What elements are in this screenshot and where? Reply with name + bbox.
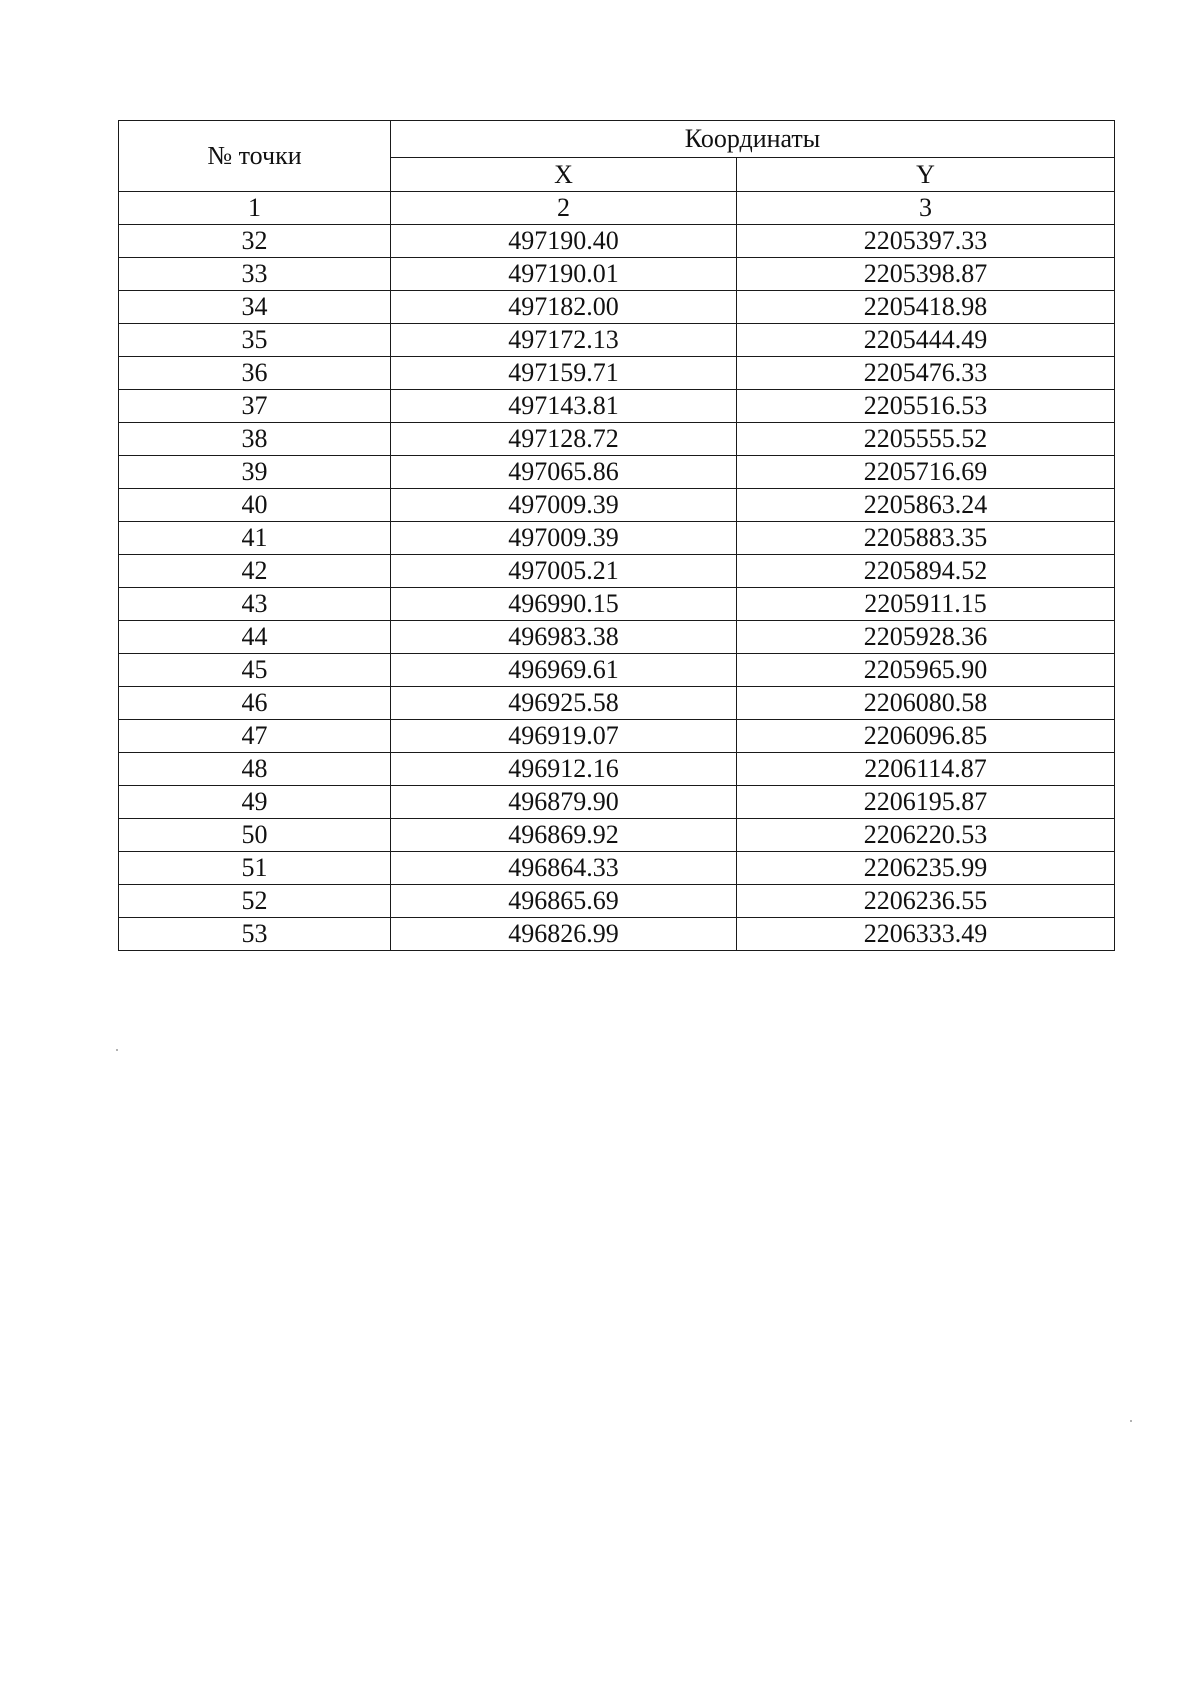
table-row [119,489,1115,522]
y-coordinate-cell: 2205911.15 [737,588,1115,621]
point-number-cell: 36 [119,357,391,390]
y-coordinate-cell: 2205516.53 [737,390,1115,423]
y-coordinate-cell: 2205397.33 [737,225,1115,258]
table-row [119,720,1115,753]
y-coordinate-cell: 2205398.87 [737,258,1115,291]
table-row [119,819,1115,852]
y-coordinate-cell: 2205965.90 [737,654,1115,687]
y-coordinate-cell: 2205716.69 [737,456,1115,489]
y-coordinate-cell: 2206096.85 [737,720,1115,753]
y-header: Y [737,158,1115,192]
point-number-cell: 32 [119,225,391,258]
table-row [119,753,1115,786]
y-coordinate-cell: 2206195.87 [737,786,1115,819]
x-coordinate-cell: 497005.21 [391,555,737,588]
point-number-cell: 51 [119,852,391,885]
y-coordinate-cell: 2205444.49 [737,324,1115,357]
y-coordinate-cell: 2206333.49 [737,918,1115,951]
point-number-cell: 35 [119,324,391,357]
table-row [119,324,1115,357]
y-coordinate-cell: 2205418.98 [737,291,1115,324]
table-row [119,588,1115,621]
point-number-cell: 52 [119,885,391,918]
table-header [119,121,1115,225]
x-coordinate-cell: 497143.81 [391,390,737,423]
y-coordinate-cell: 2206220.53 [737,819,1115,852]
scan-speck [1130,1420,1132,1422]
table-row [119,687,1115,720]
y-coordinate-cell: 2205883.35 [737,522,1115,555]
point-number-cell: 42 [119,555,391,588]
x-coordinate-cell: 497128.72 [391,423,737,456]
table-row [119,291,1115,324]
table-row [119,258,1115,291]
y-coordinate-cell: 2205863.24 [737,489,1115,522]
point-number-header: № точки [119,121,391,192]
point-number-cell: 53 [119,918,391,951]
point-number-cell: 48 [119,753,391,786]
x-coordinate-cell: 497190.01 [391,258,737,291]
coordinates-table [118,120,1115,951]
point-number-cell: 44 [119,621,391,654]
point-number-cell: 38 [119,423,391,456]
table-row [119,918,1115,951]
x-coordinate-cell: 497009.39 [391,489,737,522]
scan-speck [116,1049,118,1051]
x-coordinate-cell: 497159.71 [391,357,737,390]
table-row [119,654,1115,687]
x-coordinate-cell: 497172.13 [391,324,737,357]
table-row [119,225,1115,258]
point-number-cell: 34 [119,291,391,324]
point-number-cell: 43 [119,588,391,621]
table-body [119,225,1115,951]
table-row [119,885,1115,918]
table-row [119,786,1115,819]
point-number-cell: 47 [119,720,391,753]
x-coordinate-cell: 497065.86 [391,456,737,489]
coordinates-header: Координаты [391,121,1115,158]
x-coordinate-cell: 496826.99 [391,918,737,951]
x-coordinate-cell: 496990.15 [391,588,737,621]
column-number-row [119,192,1115,225]
x-coordinate-cell: 496879.90 [391,786,737,819]
y-coordinate-cell: 2205928.36 [737,621,1115,654]
y-coordinate-cell: 2206080.58 [737,687,1115,720]
point-number-cell: 39 [119,456,391,489]
table-row [119,522,1115,555]
x-coordinate-cell: 496969.61 [391,654,737,687]
y-coordinate-cell: 2206114.87 [737,753,1115,786]
point-number-cell: 49 [119,786,391,819]
x-coordinate-cell: 496919.07 [391,720,737,753]
x-coordinate-cell: 496983.38 [391,621,737,654]
y-coordinate-cell: 2206236.55 [737,885,1115,918]
y-coordinate-cell: 2205476.33 [737,357,1115,390]
table-row [119,423,1115,456]
y-coordinate-cell: 2205894.52 [737,555,1115,588]
table-row [119,852,1115,885]
x-coordinate-cell: 496864.33 [391,852,737,885]
x-coordinate-cell: 497190.40 [391,225,737,258]
table-row [119,456,1115,489]
point-number-cell: 45 [119,654,391,687]
table-row [119,390,1115,423]
y-coordinate-cell: 2206235.99 [737,852,1115,885]
x-coordinate-cell: 497182.00 [391,291,737,324]
x-coordinate-cell: 497009.39 [391,522,737,555]
header-row-1 [119,121,1115,158]
point-number-cell: 33 [119,258,391,291]
x-coordinate-cell: 496925.58 [391,687,737,720]
point-number-cell: 50 [119,819,391,852]
point-number-cell: 37 [119,390,391,423]
x-coordinate-cell: 496912.16 [391,753,737,786]
table-row [119,621,1115,654]
column-number: 3 [737,192,1115,225]
point-number-cell: 41 [119,522,391,555]
table-row [119,357,1115,390]
x-header: X [391,158,737,192]
y-coordinate-cell: 2205555.52 [737,423,1115,456]
column-number: 2 [391,192,737,225]
x-coordinate-cell: 496865.69 [391,885,737,918]
column-number: 1 [119,192,391,225]
point-number-cell: 46 [119,687,391,720]
x-coordinate-cell: 496869.92 [391,819,737,852]
table-row [119,555,1115,588]
point-number-cell: 40 [119,489,391,522]
